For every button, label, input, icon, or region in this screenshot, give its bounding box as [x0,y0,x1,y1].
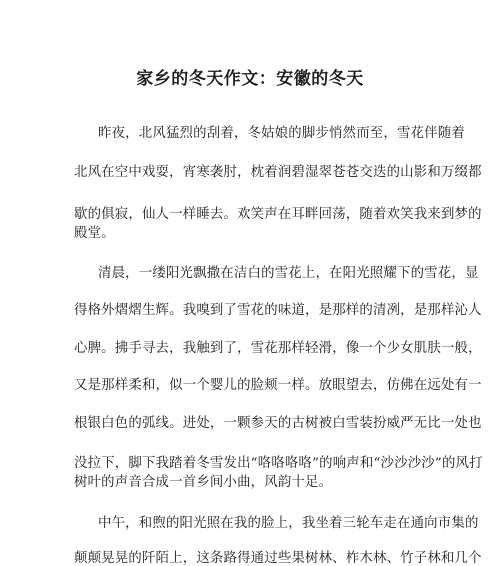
paragraph-line: 清晨，一缕阳光飘撒在洁白的雪花上，在阳光照耀下的雪花，显 [98,266,479,281]
paragraph-line: 根银白色的弧线。进处，一颗参天的古树被白雪装扮威严无比一处也 [74,416,482,431]
paragraph-line: 昨夜，北风猛烈的刮着，冬姑娘的脚步悄然而至，雪花伴随着 [98,126,465,141]
paragraph-line: 歇的俱寂，仙人一样睡去。欢笑声在耳畔回荡，随着欢笑我来到梦的 [74,207,482,222]
paragraph-line: 心脾。拂手寻去，我触到了，雪花那样轻滑，像一个少女肌肤一般， [74,341,482,356]
paragraph-line: 又是那样柔和，似一个婴儿的脸颊一样。放眼望去，仿佛在远处有一 [74,378,482,393]
paragraph-line: 殿堂。 [74,226,115,241]
paragraph-line: 得格外熠熠生辉。我嗅到了雪花的味道，是那样的清冽，是那样沁人 [74,303,482,318]
page-title: 家乡的冬天作文：安徽的冬天 [136,69,364,89]
paragraph-line: 没拉下，脚下我踏着冬雪发出“咯咯咯咯”的响声和“沙沙沙沙”的风打 [74,456,483,471]
paragraph-line: 颠颠晃晃的阡陌上，这条路得通过些果树林、柞木林、竹子林和几个 [74,551,482,566]
paragraph-line: 北风在空中戏耍，宵寒袭肘，枕着润碧湿翠苍苍交迭的山影和万缀都 [74,165,482,180]
paragraph-line: 树叶的声音合成一首乡间小曲，风韵十足。 [74,475,333,490]
paragraph-line: 中午，和煦的阳光照在我的脸上，我坐着三轮车走在通向市集的 [98,516,479,531]
